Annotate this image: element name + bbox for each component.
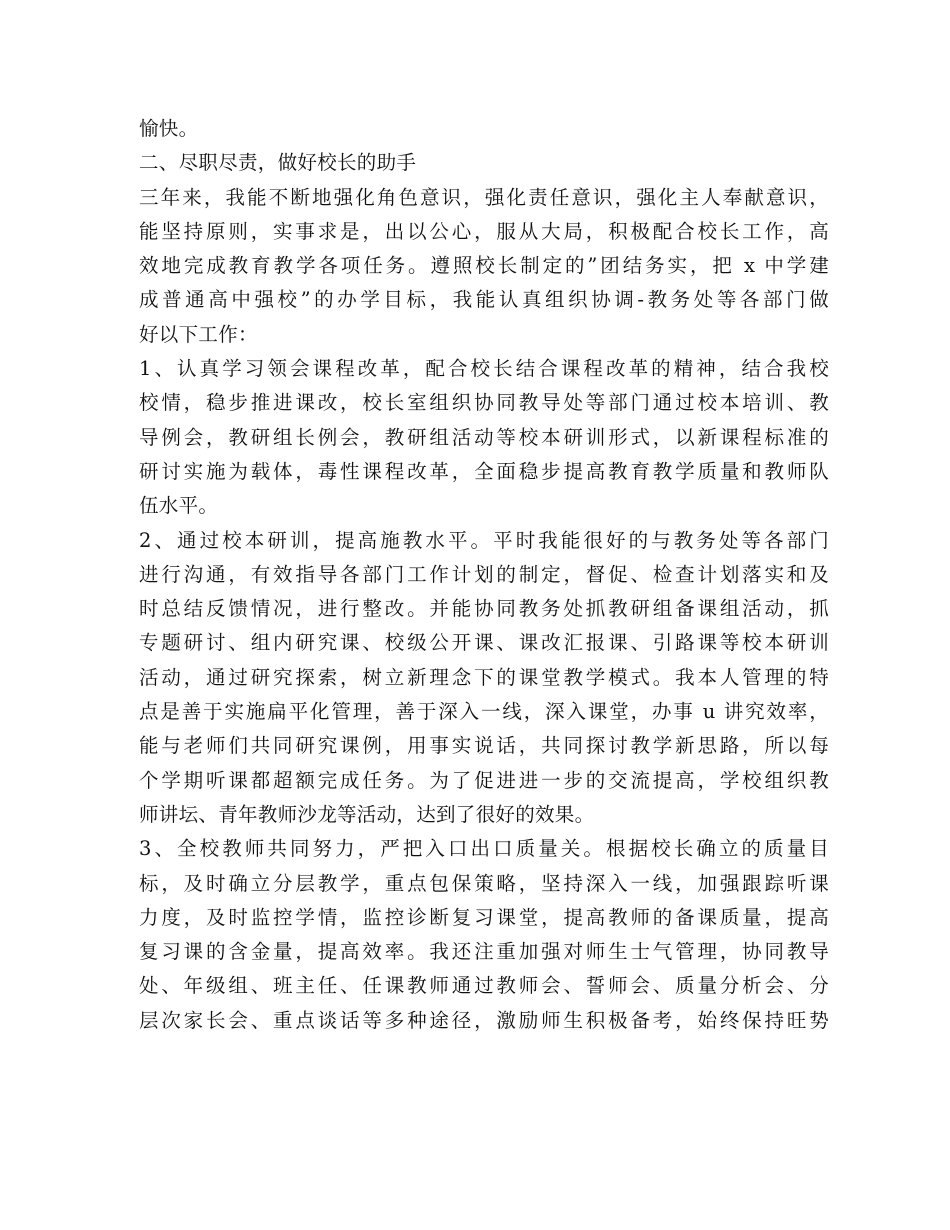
text-line: 标，及时确立分层教学，重点包保策略，坚持深入一线，加强跟踪听课 <box>139 871 829 895</box>
text-line: 校情，稳步推进课改，校长室组织协同教导处等部门通过校本培训、教 <box>139 391 829 415</box>
text-line: 效地完成教育教学各项任务。遵照校长制定的”团结务实，把 x 中学建 <box>139 254 829 278</box>
text-line: 能坚持原则，实事求是，出以公心，服从大局，积极配合校长工作，高 <box>139 219 829 243</box>
text-line: 二、尽职尽责，做好校长的助手 <box>139 151 417 175</box>
text-line: 点是善于实施扁平化管理，善于深入一线，深入课堂，办事 u 讲究效率， <box>139 700 829 724</box>
text-line: 活动，通过研究探索，树立新理念下的课堂教学模式。我本人管理的特 <box>139 665 829 689</box>
text-line: 愉快。 <box>139 117 199 140</box>
text-line: 1、认真学习领会课程改革，配合校长结合课程改革的精神，结合我校 <box>139 357 829 381</box>
text-line: 层次家长会、重点谈话等多种途径，激励师生积极备考，始终保持旺势 <box>139 1008 829 1032</box>
text-line: 三年来，我能不断地强化角色意识，强化责任意识，强化主人奉献意识， <box>139 185 829 209</box>
text-line: 师讲坛、青年教师沙龙等活动，达到了很好的效果。 <box>139 802 595 826</box>
text-line: 能与老师们共同研究课例，用事实说话，共同探讨教学新思路，所以每 <box>139 734 829 758</box>
text-line: 研讨实施为载体，毒性课程改革，全面稳步提高教育教学质量和教师队 <box>139 459 829 483</box>
text-line: 力度，及时监控学情，监控诊断复习课堂，提高教师的备课质量，提高 <box>139 905 829 929</box>
text-line: 好以下工作： <box>139 322 258 346</box>
text-line: 专题研讨、组内研究课、校级公开课、课改汇报课、引路课等校本研训 <box>139 631 829 655</box>
text-line: 伍水平。 <box>139 494 219 518</box>
document-body <box>139 112 829 1038</box>
text-line: 时总结反馈情况，进行整改。并能协同教务处抓教研组备课组活动，抓 <box>139 597 829 621</box>
text-line: 3、全校教师共同努力，严把入口出口质量关。根据校长确立的质量目 <box>139 837 829 861</box>
text-line: 2、通过校本研训，提高施教水平。平时我能很好的与教务处等各部门 <box>139 528 829 552</box>
text-line: 个学期听课都超额完成任务。为了促进进一步的交流提高，学校组织教 <box>139 768 829 792</box>
text-line: 复习课的含金量，提高效率。我还注重加强对师生士气管理，协同教导 <box>139 940 829 964</box>
text-line: 导例会，教研组长例会，教研组活动等校本研训形式，以新课程标准的 <box>139 425 829 449</box>
text-line: 成普通高中强校”的办学目标，我能认真组织协调-教务处等各部门做 <box>139 288 829 312</box>
text-line: 处、年级组、班主任、任课教师通过教师会、誓师会、质量分析会、分 <box>139 974 829 998</box>
text-line: 进行沟通，有效指导各部门工作计划的制定，督促、检查计划落实和及 <box>139 562 829 586</box>
